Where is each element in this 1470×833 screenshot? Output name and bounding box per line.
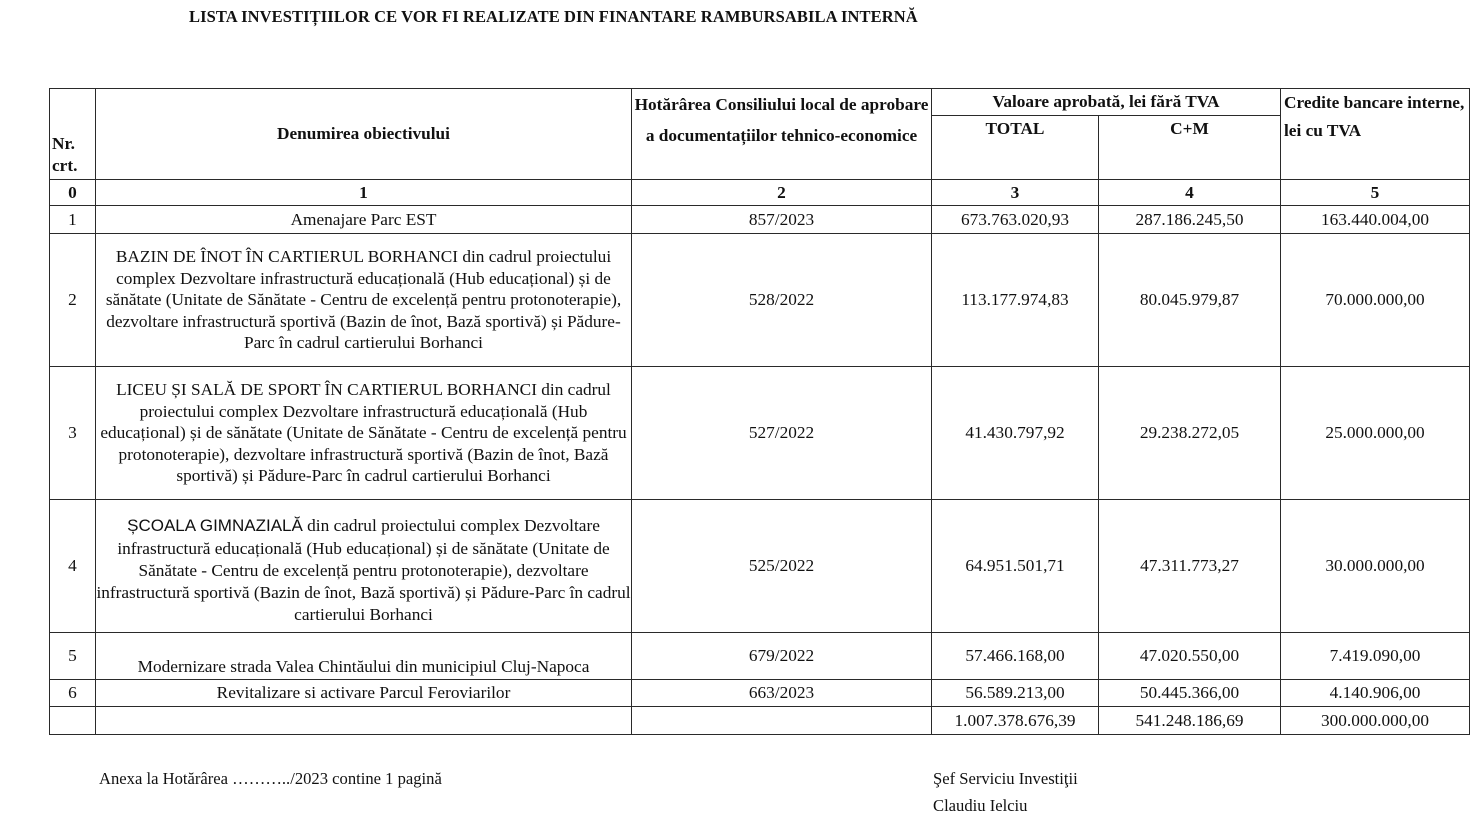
row-total: 56.589.213,00 — [932, 680, 1099, 707]
row-cm: 29.238.272,05 — [1099, 367, 1281, 500]
signer-name: Claudiu Ielciu — [933, 796, 1028, 815]
header-denumire: Denumirea obiectivului — [96, 89, 632, 180]
header-nr-crt: Nr. crt. — [50, 89, 96, 180]
row-total: 64.951.501,71 — [932, 500, 1099, 633]
row-credite: 7.419.090,00 — [1281, 633, 1470, 680]
row-name: Modernizare strada Valea Chintăului din municipiul Cluj-Napoca — [96, 633, 632, 680]
row-total: 41.430.797,92 — [932, 367, 1099, 500]
row-name-lead: ȘCOALA GIMNAZIALĂ — [127, 516, 303, 536]
totals-credite: 300.000.000,00 — [1281, 707, 1470, 735]
row-name: BAZIN DE ÎNOT ÎN CARTIERUL BORHANCI din cadrul proiectului complex Dezvoltare infrastructură educațională (Hub educațional) și de sănătate (Unitate de Sănătate - Centru de excelență pentru protonoterapie), dezvoltare infrastructură sportivă (Bazin de înot, Bază sportivă) și Pădure-Parc în cadrul cartierului Borhanci — [96, 234, 632, 367]
table-row — [50, 367, 1470, 500]
row-credite: 4.140.906,00 — [1281, 680, 1470, 707]
row-nr: 2 — [50, 234, 96, 367]
row-name: Amenajare Parc EST — [96, 206, 632, 234]
row-hcl: 528/2022 — [632, 234, 932, 367]
table-row — [50, 206, 1470, 234]
header-credite: Credite bancare interne, lei cu TVA — [1281, 89, 1470, 180]
column-number: 5 — [1281, 180, 1470, 206]
row-nr: 4 — [50, 500, 96, 633]
annex-note: Anexa la Hotărârea ………../2023 contine 1 pagină — [99, 769, 442, 788]
row-credite: 163.440.004,00 — [1281, 206, 1470, 234]
row-nr: 1 — [50, 206, 96, 234]
row-cm: 47.311.773,27 — [1099, 500, 1281, 633]
column-number: 4 — [1099, 180, 1281, 206]
row-nr: 5 — [50, 633, 96, 680]
investments-table — [49, 88, 1470, 735]
totals-total: 1.007.378.676,39 — [932, 707, 1099, 735]
row-credite: 30.000.000,00 — [1281, 500, 1470, 633]
row-cm: 80.045.979,87 — [1099, 234, 1281, 367]
header-hotarare: Hotărârea Consiliului local de aprobare a documentațiilor tehnico-economice — [632, 89, 932, 180]
totals-cm: 541.248.186,69 — [1099, 707, 1281, 735]
row-total: 113.177.974,83 — [932, 234, 1099, 367]
header-row-top — [50, 89, 1470, 116]
totals-empty-nr — [50, 707, 96, 735]
row-name — [96, 500, 632, 633]
table-row — [50, 234, 1470, 367]
column-number: 3 — [932, 180, 1099, 206]
row-hcl: 663/2023 — [632, 680, 932, 707]
row-hcl: 527/2022 — [632, 367, 932, 500]
column-number-row — [50, 180, 1470, 206]
totals-empty-name — [96, 707, 632, 735]
row-nr: 6 — [50, 680, 96, 707]
table-row — [50, 500, 1470, 633]
row-total: 57.466.168,00 — [932, 633, 1099, 680]
row-cm: 50.445.366,00 — [1099, 680, 1281, 707]
row-name-rest: din cadrul proiectului complex Dezvoltare infrastructură educațională (Hub educațional) și de sănătate (Unitate de Sănătate - Centru de excelență pentru protonoterapie), dezvoltare infrastructură sportivă (Bazin de înot, Bază sportivă) și Pădure-Parc în cadrul cartierului Borhanci — [96, 516, 631, 625]
totals-row — [50, 707, 1470, 735]
header-valoare-group: Valoare aprobată, lei fără TVA — [932, 89, 1281, 116]
column-number: 0 — [50, 180, 96, 206]
header-cm: C+M — [1099, 116, 1281, 180]
signer-role: Şef Serviciu Investiţii — [933, 769, 1078, 788]
row-hcl: 857/2023 — [632, 206, 932, 234]
row-cm: 287.186.245,50 — [1099, 206, 1281, 234]
header-total: TOTAL — [932, 116, 1099, 180]
row-cm: 47.020.550,00 — [1099, 633, 1281, 680]
row-hcl: 525/2022 — [632, 500, 932, 633]
table-row — [50, 633, 1470, 680]
row-credite: 25.000.000,00 — [1281, 367, 1470, 500]
row-total: 673.763.020,93 — [932, 206, 1099, 234]
table-row — [50, 680, 1470, 707]
row-name: Revitalizare si activare Parcul Feroviarilor — [96, 680, 632, 707]
row-name: LICEU ȘI SALĂ DE SPORT ÎN CARTIERUL BORHANCI din cadrul proiectului complex Dezvoltare infrastructură educațională (Hub educațional) și de sănătate (Unitate de Sănătate - Centru de excelență pentru protonoterapie), dezvoltare infrastructură sportivă (Bazin de înot, Bază sportivă) și Pădure-Parc în cadrul cartierului Borhanci — [96, 367, 632, 500]
totals-empty-hcl — [632, 707, 932, 735]
column-number: 2 — [632, 180, 932, 206]
row-nr: 3 — [50, 367, 96, 500]
row-credite: 70.000.000,00 — [1281, 234, 1470, 367]
row-hcl: 679/2022 — [632, 633, 932, 680]
document-title: LISTA INVESTIȚIILOR CE VOR FI REALIZATE DIN FINANTARE RAMBURSABILA INTERNĂ — [189, 7, 918, 26]
column-number: 1 — [96, 180, 632, 206]
